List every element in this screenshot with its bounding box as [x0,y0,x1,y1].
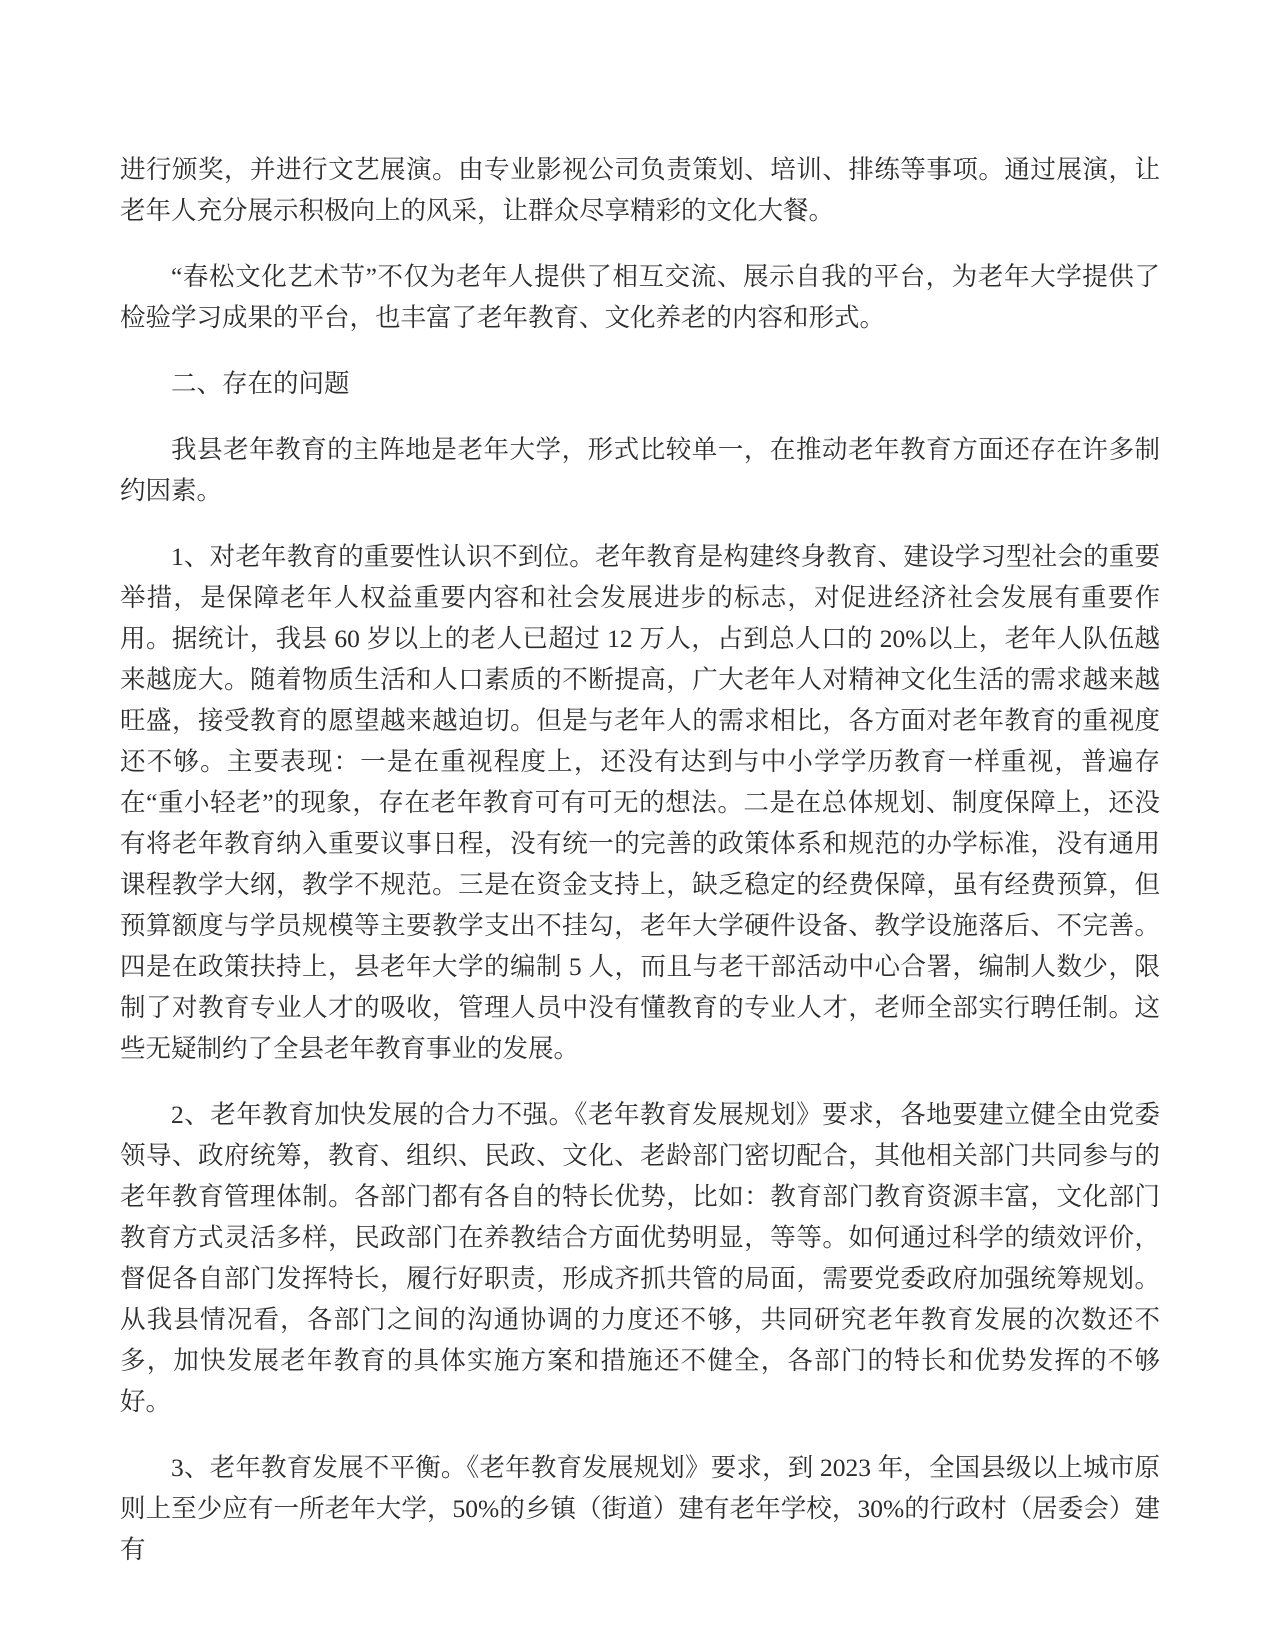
paragraph-problem-1-insufficient-awareness: 1、对老年教育的重要性认识不到位。老年教育是构建终身教育、建设学习型社会的重要举措，是保障老年人权益重要内容和社会发展进步的标志，对促进经济社会发展有重要作用。据统计，我县 60 岁以上的老人已超过 12 万人，占到总人口的 20%以上，老年人队伍越来越庞大。随着物质生活和人口素质的不断提高，广大老年人对精神文化生活的需求越来越旺盛，接受教育的愿望越来越迫切。但是与老年人的需求相比，各方面对老年教育的重视度还不够。主要表现：一是在重视程度上，还没有达到与中小学学历教育一样重视，普遍存在“重小轻老”的现象，存在老年教育可有可无的想法。二是在总体规划、制度保障上，还没有将老年教育纳入重要议事日程，没有统一的完善的政策体系和规范的办学标准，没有通用课程教学大纲，教学不规范。三是在资金支持上，缺乏稳定的经费保障，虽有经费预算，但预算额度与学员规模等主要教学支出不挂勾，老年大学硬件设备、教学设施落后、不完善。四是在政策扶持上，县老年大学的编制 5 人，而且与老干部活动中心合署，编制人数少，限制了对教育专业人才的吸收，管理人员中没有懂教育的专业人才，老师全部实行聘任制。这些无疑制约了全县老年教育事业的发展。 [120,542,1160,1063]
paragraph-festival-performance-continuation: 进行颁奖，并进行文艺展演。由专业影视公司负责策划、培训、排练等事项。通过展演，让老年人充分展示积极向上的风采，让群众尽享精彩的文化大餐。 [120,155,1160,225]
document-body [120,149,1160,1570]
section-heading-existing-problems: 二、存在的问题 [171,369,350,398]
paragraph-problems-intro: 我县老年教育的主阵地是老年大学，形式比较单一，在推动老年教育方面还存在许多制约因素。 [120,435,1160,505]
paragraph-problem-2-weak-joint-effort: 2、老年教育加快发展的合力不强。《老年教育发展规划》要求，各地要建立健全由党委领导、政府统筹，教育、组织、民政、文化、老龄部门密切配合，其他相关部门共同参与的老年教育管理体制。各部门都有各自的特长优势，比如：教育部门教育资源丰富，文化部门教育方式灵活多样，民政部门在养教结合方面优势明显，等等。如何通过科学的绩效评价，督促各自部门发挥特长，履行好职责，形成齐抓共管的局面，需要党委政府加强统筹规划。从我县情况看，各部门之间的沟通协调的力度还不够，共同研究老年教育发展的次数还不多，加快发展老年教育的具体实施方案和措施还不健全，各部门的特长和优势发挥的不够好。 [120,1100,1160,1416]
paragraph-festival-platform-summary: “春松文化艺术节”不仅为老年人提供了相互交流、展示自我的平台，为老年大学提供了检验学习成果的平台，也丰富了老年教育、文化养老的内容和形式。 [120,262,1160,332]
paragraph-problem-3-unbalanced-development: 3、老年教育发展不平衡。《老年教育发展规划》要求，到 2023 年，全国县级以上城市原则上至少应有一所老年大学，50%的乡镇（街道）建有老年学校，30%的行政村（居委会）建有 [120,1453,1160,1564]
